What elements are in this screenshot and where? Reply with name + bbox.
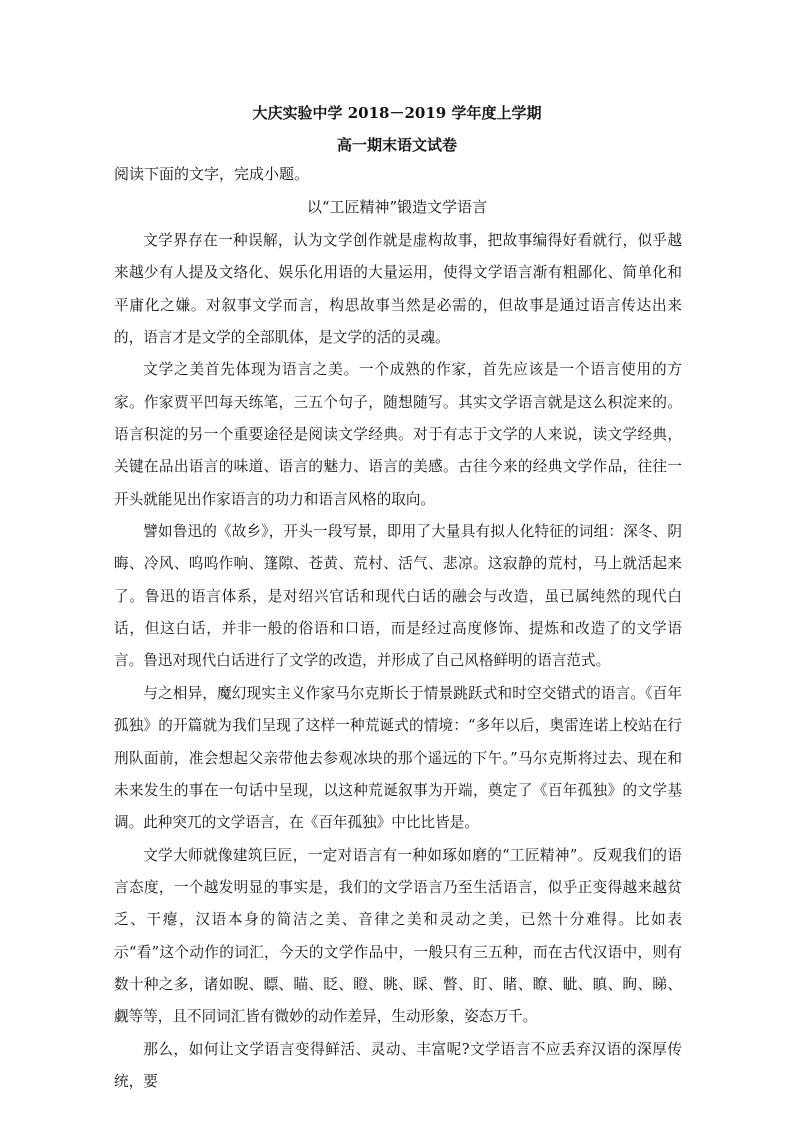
article-title: 以“工匠精神”锻造文学语言: [306, 198, 488, 216]
paragraph: 文学之美首先体现为语言之美。一个成熟的作家，首先应该是一个语言使用的方家。作家贾平凹每天练笔，三五个句子，随想随写。其实文学语言就是这么积淀来的。语言积淀的另一个重要途径是阅读文学经典。对于有志于文学的人来说，读文学经典，关键在品出语言的味道、语言的魅力、语言的美感。古往今来的经典文学作品，往往一开头就能见出作家语言的功力和语言风格的取向。: [114, 361, 682, 508]
paragraph: 文学大师就像建筑巨匠，一定对语言有一种如琢如磨的“工匠精神”。反观我们的语言态度，一个越发明显的事实是，我们的文学语言乃至生活语言，似乎正变得越来越贫乏、干瘪，汉语本身的简洁之美、音律之美和灵动之美，已然十分难得。比如表示“看”这个动作的词汇，今天的文学作品中，一般只有三五种，而在古代汉语中，则有数十种之多，诸如睨、瞟、瞄、眨、瞪、眺、睬、瞥、盯、睹、瞭、眦、瞋、眴、睇、觑等等，且不同词汇皆有微妙的动作差异，生动形象，姿态万千。: [114, 846, 682, 1026]
paragraph: 文学界存在一种误解，认为文学创作就是虚构故事，把故事编得好看就行，似乎越来越少有人提及文络化、娱乐化用语的大量运用，使得文学语言渐有粗鄙化、简单化和平庸化之嫌。对叙事文学而言，构思故事当然是必需的，但故事是通过语言传达出来的，语言才是文学的全部肌体，是文学的活的灵魂。: [114, 232, 682, 347]
reading-instruction: 阅读下面的文字，完成小题。: [114, 165, 310, 183]
paragraph: 与之相异，魔幻现实主义作家马尔克斯长于情景跳跃式和时空交错式的语言。《百年孤独》的开篇就为我们呈现了这样一种荒诞式的情境：“多年以后，奥雷连诺上校站在行刑队面前，准会想起父亲带他去参观冰块的那个遥远的下午。”马尔克斯将过去、现在和未来发生的事在一句话中呈现，以这种荒诞叙事为开端，奠定了《百年孤独》的文学基调。此种突兀的文学语言，在《百年孤独》中比比皆是。: [114, 684, 682, 832]
article-body: [114, 225, 682, 1098]
paragraph: 譬如鲁迅的《故乡》，开头一段写景，即用了大量具有拟人化特征的词组：深冬、阴晦、冷风、呜呜作响、篷隙、苍黄、荒村、活气、悲凉。这寂静的荒村，马上就活起来了。鲁迅的语言体系，是对绍兴官话和现代白话的融会与改造，虽已属纯然的现代白话，但这白话，并非一般的俗语和口语，而是经过高度修饰、提炼和改造了的文学语言。鲁迅对现代白话进行了文学的改造，并形成了自己风格鲜明的语言范式。: [114, 523, 682, 670]
exam-title-line1: 大庆实验中学 2018－2019 学年度上学期: [252, 104, 542, 122]
exam-title-line2: 高一期末语文试卷: [336, 136, 457, 154]
paragraph: 那么，如何让文学语言变得鲜活、灵动、丰富呢?文学语言不应丢弃汉语的深厚传统，要: [114, 1040, 682, 1090]
